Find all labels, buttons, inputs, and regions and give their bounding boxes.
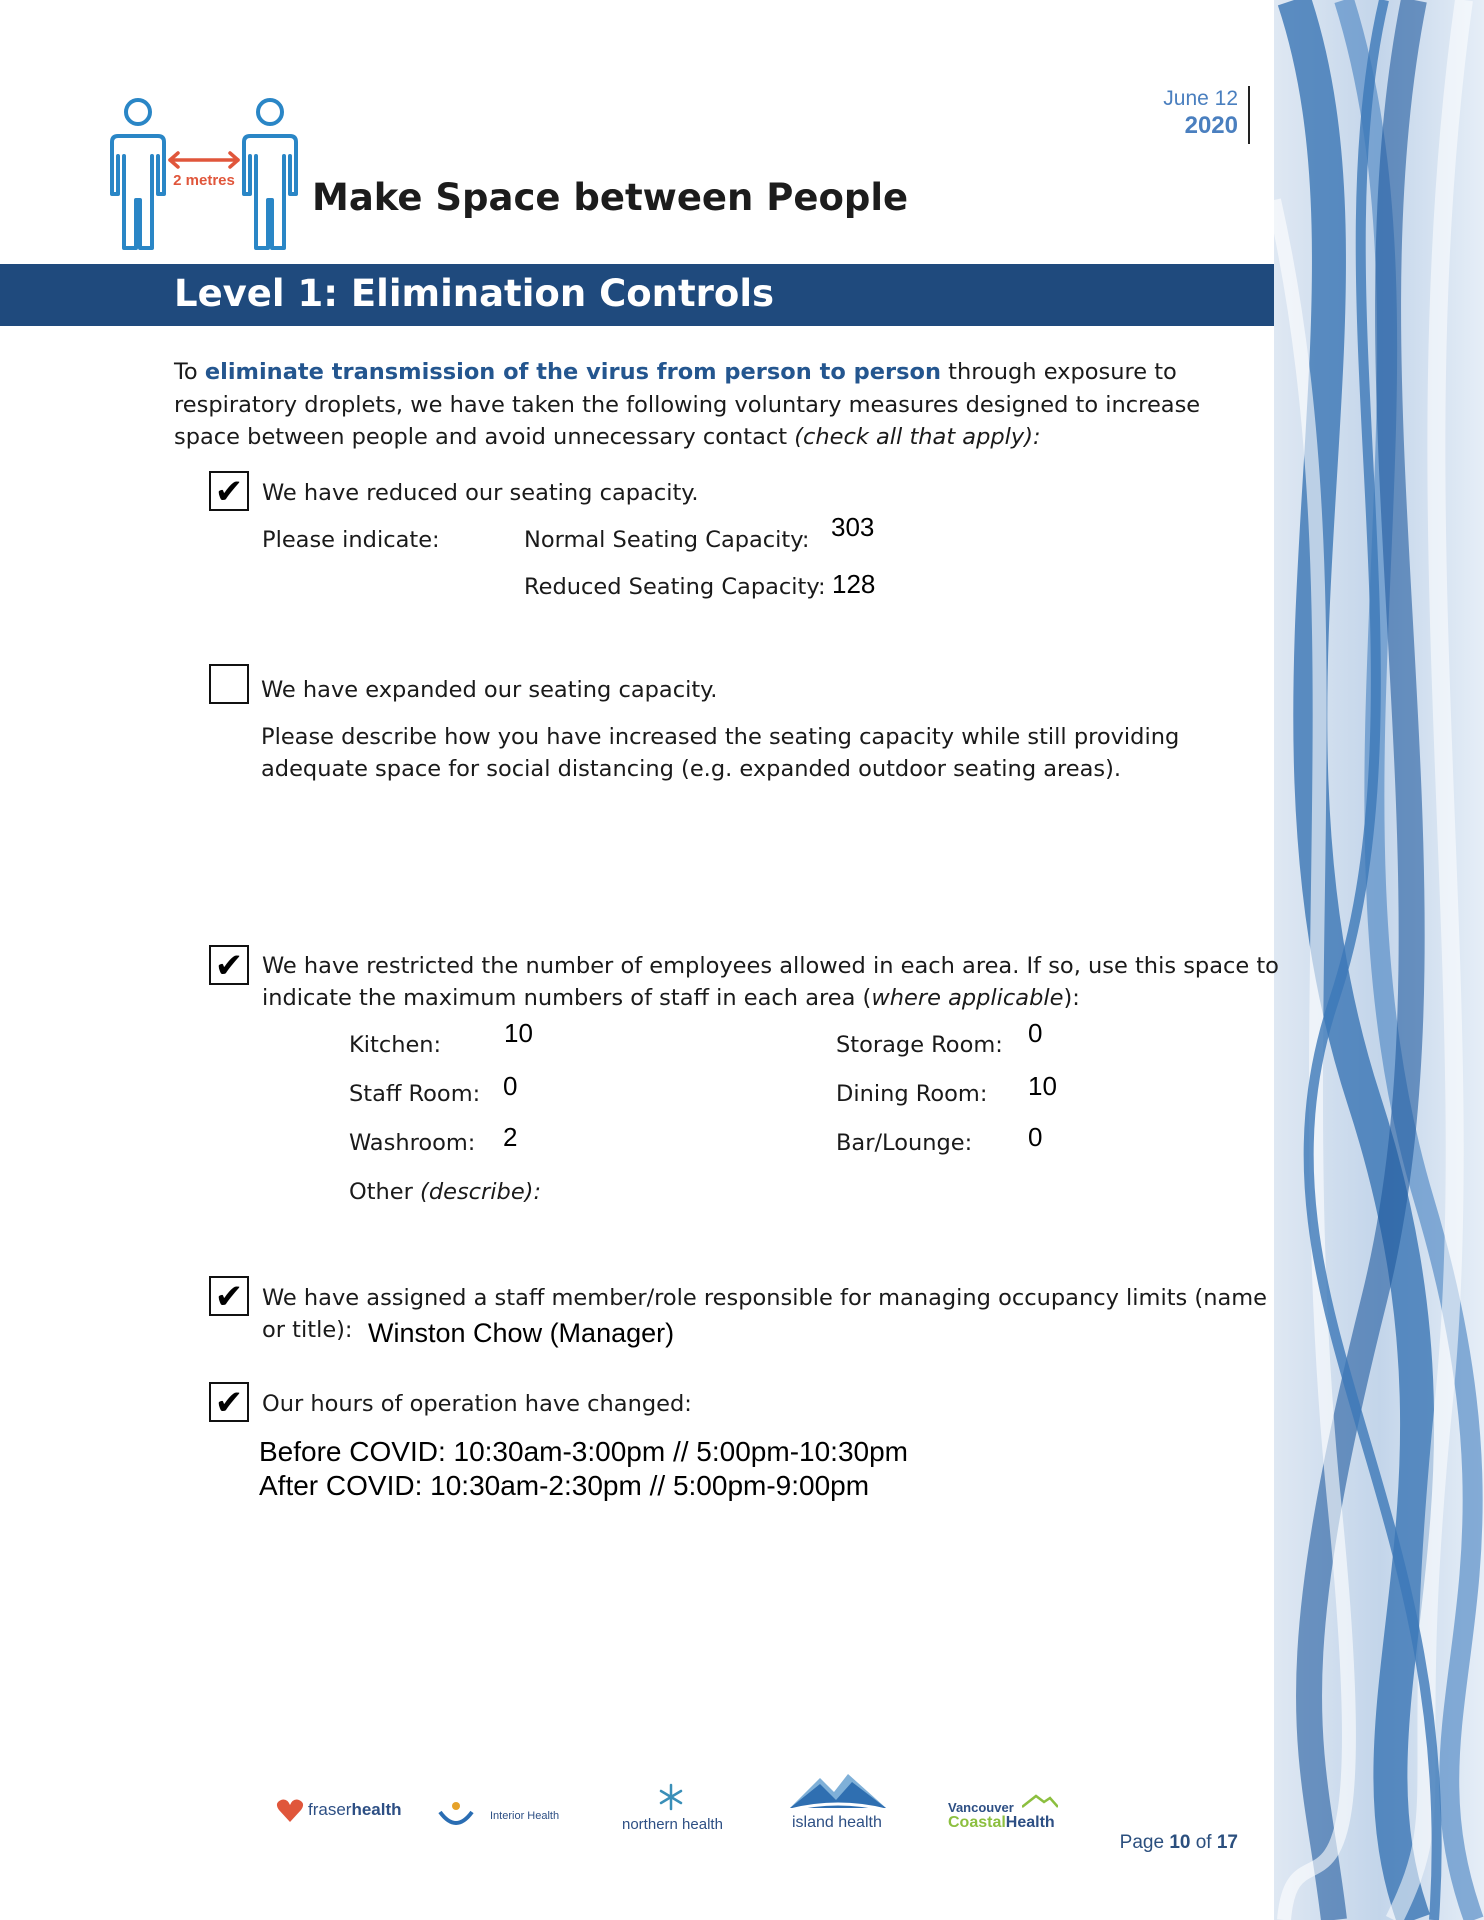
island-logo-text: island health — [792, 1814, 882, 1831]
washroom-label: Washroom: — [349, 1130, 476, 1156]
vch-mountain-icon — [1022, 1794, 1058, 1808]
interior-logo-text: Interior Health — [490, 1810, 560, 1822]
restricted-line2-italic: where applicable — [871, 985, 1064, 1011]
staff-room-label: Staff Room: — [349, 1081, 481, 1107]
intro-highlight: eliminate transmission of the virus from person to person — [204, 359, 941, 385]
reduced-seating-label: We have reduced our seating capacity. — [262, 480, 699, 506]
vch-logo-health: Health — [1005, 1814, 1055, 1831]
date-divider — [1248, 86, 1250, 144]
assigned-staff-line2: or title): — [262, 1317, 353, 1343]
check-mark-icon: ✔ — [214, 1277, 244, 1317]
other-label — [349, 1176, 541, 1208]
assigned-staff-checkbox[interactable] — [209, 1276, 249, 1316]
intro-paragraph — [174, 356, 1254, 454]
page-prefix: Page — [1119, 1832, 1170, 1853]
fraser-logo-text-b: health — [351, 1800, 402, 1819]
vch-logo-line2 — [948, 1814, 1055, 1832]
vancouver-coastal-health-logo — [948, 1794, 1072, 1838]
island-health-logo — [790, 1770, 894, 1836]
hours-after-value[interactable]: After COVID: 10:30am-2:30pm // 5:00pm-9:00pm — [259, 1470, 870, 1501]
intro-italic: (check all that apply): — [794, 424, 1041, 450]
expanded-seating-checkbox[interactable] — [209, 664, 249, 704]
other-label-text: Other — [349, 1179, 421, 1205]
restricted-line2-suffix: ): — [1063, 985, 1080, 1011]
page-number — [1100, 1832, 1238, 1854]
hours-changed-label: Our hours of operation have changed: — [262, 1391, 692, 1417]
fraser-health-logo — [276, 1796, 402, 1836]
bar-lounge-value[interactable]: 0 — [1028, 1122, 1043, 1152]
check-mark-icon: ✔ — [214, 946, 244, 986]
section-title: Level 1: Elimination Controls — [174, 272, 775, 315]
interior-health-icon — [438, 1800, 474, 1832]
assigned-staff-value[interactable]: Winston Chow (Manager) — [368, 1318, 675, 1348]
document-date — [1100, 86, 1238, 140]
assigned-staff-line1: We have assigned a staff member/role responsible for managing occupancy limits (name — [262, 1285, 1268, 1311]
northern-snowflake-icon — [656, 1782, 686, 1812]
kitchen-label: Kitchen: — [349, 1032, 442, 1058]
restricted-employees-line1: We have restricted the number of employees allowed in each area. If so, use this space to — [262, 953, 1279, 979]
icon-distance-label: 2 metres — [173, 172, 235, 189]
date-month-day: June 12 — [1163, 87, 1238, 110]
vch-logo-coastal: Coastal — [948, 1814, 1006, 1831]
normal-capacity-label: Normal Seating Capacity: — [524, 527, 810, 553]
northern-health-logo — [620, 1782, 730, 1836]
expanded-description-line2: adequate space for social distancing (e.g. expanded outdoor seating areas). — [261, 756, 1122, 782]
expanded-seating-label: We have expanded our seating capacity. — [261, 677, 718, 703]
intro-prefix: To — [174, 359, 205, 385]
check-mark-icon: ✔ — [214, 1383, 244, 1423]
page-current: 10 — [1169, 1832, 1191, 1853]
social-distancing-icon — [104, 96, 304, 252]
reduced-seating-checkbox[interactable] — [209, 471, 249, 511]
storage-room-value[interactable]: 0 — [1028, 1018, 1043, 1048]
northern-logo-text: northern health — [622, 1816, 723, 1833]
fraser-logo-text-a: fraser — [308, 1800, 352, 1819]
bar-lounge-label: Bar/Lounge: — [836, 1130, 973, 1156]
hours-before-value[interactable]: Before COVID: 10:30am-3:00pm // 5:00pm-10:30pm — [259, 1436, 908, 1467]
dining-room-label: Dining Room: — [836, 1081, 988, 1107]
kitchen-value[interactable]: 10 — [504, 1018, 533, 1048]
washroom-value[interactable]: 2 — [503, 1122, 518, 1152]
restricted-employees-line2 — [262, 982, 1080, 1014]
vch-logo-line1: Vancouver — [948, 1800, 1014, 1815]
page-title: Make Space between People — [312, 176, 909, 219]
restricted-employees-checkbox[interactable] — [209, 945, 249, 985]
expanded-description-line1: Please describe how you have increased the seating capacity while still providing — [261, 724, 1180, 750]
reduced-capacity-label: Reduced Seating Capacity: — [524, 574, 826, 600]
hours-changed-checkbox[interactable] — [209, 1382, 249, 1422]
page-total: 17 — [1216, 1832, 1238, 1853]
island-mountains-icon — [790, 1770, 886, 1812]
please-indicate-label: Please indicate: — [262, 527, 440, 553]
fraser-heart-icon — [276, 1798, 304, 1824]
restricted-line2-prefix: indicate the maximum numbers of staff in each area ( — [262, 985, 872, 1011]
interior-health-logo — [438, 1800, 568, 1840]
reduced-capacity-value[interactable]: 128 — [832, 569, 876, 599]
storage-room-label: Storage Room: — [836, 1032, 1003, 1058]
date-year: 2020 — [1184, 112, 1238, 139]
check-mark-icon: ✔ — [214, 472, 244, 512]
decorative-side-stripe — [1274, 0, 1484, 1920]
staff-room-value[interactable]: 0 — [503, 1071, 518, 1101]
dining-room-value[interactable]: 10 — [1028, 1071, 1057, 1101]
page-of: of — [1190, 1832, 1217, 1853]
intro-middle: through exposure to respiratory droplets, we have taken the following voluntary measures designed to increase space between people and avoid unnecessary contact — [174, 359, 1201, 450]
other-label-italic: (describe): — [420, 1179, 542, 1205]
normal-capacity-value[interactable]: 303 — [831, 512, 875, 542]
